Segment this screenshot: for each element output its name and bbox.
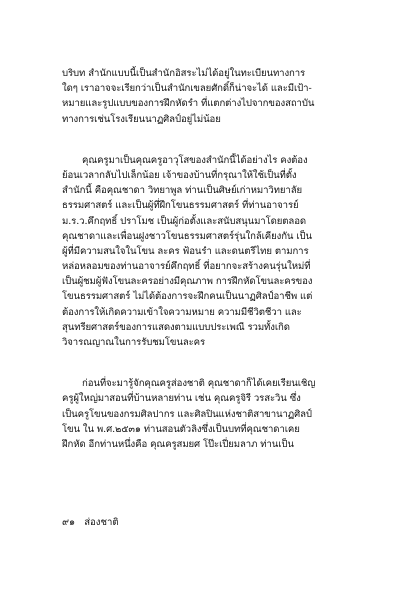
paragraph-2 (62, 153, 352, 350)
text-line: ต้องการให้เกิดความเข้าใจความหมาย ความมีชีวิตชีวา และ (62, 306, 302, 318)
text-line: เป็นครูโขนของกรมศิลปากร และศิลปินแห่งชาติสาขานาฏศิลป์ (62, 408, 312, 420)
page-footer (62, 516, 119, 530)
text-line: ใดๆ เราอาจจะเรียกว่าเป็นสำนักเขลยศักดิ์ก็น่าจะได้ และมีเป้า- (62, 83, 312, 95)
text-line: สำนักนี้ คือคุณชาดา วิทยาพูล ท่านเป็นศิษย์เก่าหมาวิทยาลัย (62, 185, 303, 197)
page-number: ๙๑ (62, 517, 76, 528)
text-line: สุนทรียศาสตร์ของการแสดงตามแบบประเพณี รวมทั้งเกิด (62, 321, 290, 333)
paragraph-1 (62, 66, 352, 127)
paragraph-spacer (62, 350, 352, 376)
text-line: ครูผู้ใหญ่มาสอนที่บ้านหลายท่าน เช่น คุณครูจิรี วรสะวิน ซึ่ง (62, 393, 301, 405)
paragraph-3 (62, 376, 352, 452)
text-line: วิจารณญาณในการรับชมโขนละคร (62, 337, 206, 348)
text-line: ผู้ที่มีความสนใจในโขน ละคร ฟ้อนรำ และดนตรีไทย ตามการ (62, 245, 309, 257)
text-line: เป็นผู้ชมผู้ฟังโขนละครอย่างมีคุณภาพ การฝึกหัดโขนละครของ (62, 276, 313, 288)
text-line: คุณชาดาและเพื่อนฝูงชาวโขนธรรมศาสตร์รุ่นใกล้เคียงกัน เป็น (62, 230, 312, 242)
body-text (62, 66, 352, 452)
text-line: โขน ใน พ.ศ.๒๕๓๑ ท่านสอนตัวลิงซึ่งเป็นบทที่คุณชาดาเคย (62, 423, 300, 435)
text-line: ก่อนที่จะมารู้จักคุณครูส่องชาติ คุณชาดาก็ได้เคยเรียนเชิญ (82, 378, 316, 390)
text-line: คุณครูมาเป็นคุณครูอาวุโสของสำนักนี้ได้อย่างไร คงต้อง (82, 154, 308, 166)
text-line: หมายและรูปแบบของการฝึกหัดรำ ที่แตกต่างไปจากของสถาบัน (62, 98, 315, 110)
text-line: ฝึกหัด อีกท่านหนึ่งคือ คุณครูสมยศ โป๊ะเปี่ยมลาภ ท่านเป็น (62, 438, 294, 450)
text-line: โขนธรรมศาสตร์ ไม่ได้ต้องการจะฝึกคนเป็นนาฏศิลป์อาชีพ แต่ (62, 291, 313, 303)
text-line: บริบท สำนักแบบนี้เป็นสำนักอิสระไม่ได้อยู่ในทะเบียนทางการ (62, 68, 306, 79)
text-line: ม.ร.ว.คึกฤทธิ์ ปราโมช เป็นผู้ก่อตั้งและสนับสนุนมาโดยตลอด (62, 215, 306, 227)
text-line: ย้อนเวลากลับไปเล็กน้อย เจ้าของบ้านที่กรุณาให้ใช้เป็นที่ตั้ง (62, 169, 297, 181)
text-line: ทางการเช่นโรงเรียนนาฏศิลป์อยู่ไม่น้อย (62, 113, 221, 125)
paragraph-spacer (62, 127, 352, 153)
text-line: ธรรมศาสตร์ และเป็นผู้ที่ฝึกโขนธรรมศาสตร์ ที่ท่านอาจารย์ (62, 200, 299, 212)
text-line: หล่อหลอมของท่านอาจารย์คึกฤทธิ์ ที่อยากจะสร้างคนรุ่นใหม่ที่ (62, 261, 311, 273)
running-title: ส่องชาติ (84, 517, 119, 528)
